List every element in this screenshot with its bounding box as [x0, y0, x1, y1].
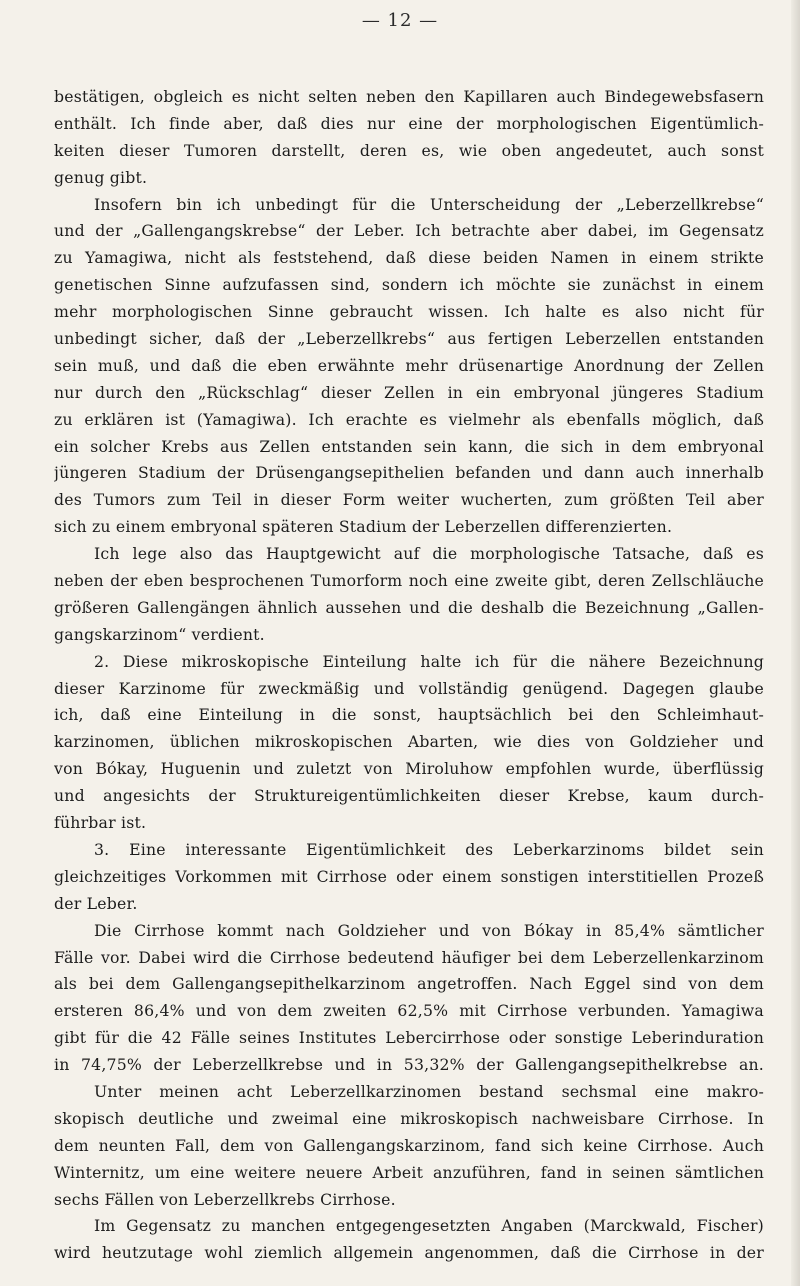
text-line: karzinomen, üblichen mikroskopischen Abarten, wie dies von Goldzieher und: [54, 732, 764, 752]
text-line: genetischen Sinne aufzufassen sind, sondern ich möchte sie zunächst in einem: [54, 275, 764, 295]
text-line: skopisch deutliche und zweimal eine mikroskopisch nachweisbare Cirrhose. In: [54, 1108, 764, 1128]
text-line: von Bókay, Huguenin und zuletzt von Miroluhow empfohlen wurde, überflüssig: [54, 759, 764, 779]
text-line: 2. Diese mikroskopische Einteilung halte ich für die nähere Bezeichnung: [94, 651, 764, 671]
text-line: keiten dieser Tumoren darstellt, deren es, wie oben angedeutet, auch sonst: [54, 140, 764, 160]
text-line: nur durch den „Rückschlag“ dieser Zellen in ein embryonal jüngeres Stadium: [54, 382, 764, 402]
text-line: zu erklären ist (Yamagiwa). Ich erachte es vielmehr als ebenfalls möglich, daß: [54, 409, 764, 429]
text-line: Die Cirrhose kommt nach Goldzieher und von Bókay in 85,4% sämtlicher: [94, 920, 764, 940]
text-line: mehr morphologischen Sinne gebraucht wissen. Ich halte es also nicht für: [54, 302, 764, 322]
text-line: unbedingt sicher, daß der „Leberzellkrebs“ aus fertigen Leberzellen entstanden: [54, 329, 764, 349]
text-line: und der „Gallengangskrebse“ der Leber. Ich betrachte aber dabei, im Gegensatz: [54, 221, 764, 241]
text-line: der Leber.: [54, 893, 138, 913]
text-line: jüngeren Stadium der Drüsengangsepithelien befanden und dann auch innerhalb: [54, 463, 764, 483]
text-line: genug gibt.: [54, 167, 148, 187]
text-line: Winternitz, um eine weitere neuere Arbeit anzuführen, fand in seinen sämtlichen: [54, 1162, 764, 1182]
text-line: des Tumors zum Teil in dieser Form weiter wucherten, zum größten Teil aber: [54, 490, 764, 510]
text-line: als bei dem Gallengangsepithelkarzinom angetroffen. Nach Eggel sind von dem: [54, 974, 764, 994]
text-line: dem neunten Fall, dem von Gallengangskarzinom, fand sich keine Cirrhose. Auch: [54, 1135, 764, 1155]
text-line: 3. Eine interessante Eigentümlichkeit des Leberkarzinoms bildet sein: [94, 839, 764, 859]
text-line: Ich lege also das Hauptgewicht auf die morphologische Tatsache, daß es: [94, 544, 764, 564]
text-line: sich zu einem embryonal späteren Stadium der Leberzellen differenzierten.: [54, 517, 673, 537]
page-number: — 12 —: [361, 10, 439, 31]
text-line: ersteren 86,4% und von dem zweiten 62,5% mit Cirrhose verbunden. Yamagiwa: [54, 1001, 764, 1021]
body-text: [54, 84, 764, 1267]
text-line: Fälle vor. Dabei wird die Cirrhose bedeutend häufiger bei dem Leberzellenkarzinom: [54, 947, 764, 967]
text-line: Insofern bin ich unbedingt für die Unterscheidung der „Leberzellkrebse“: [94, 194, 764, 214]
text-line: dieser Karzinome für zweckmäßig und vollständig genügend. Dagegen glaube: [54, 678, 764, 698]
page-edge-shadow: [791, 0, 800, 1286]
text-line: sein muß, und daß die eben erwähnte mehr drüsenartige Anordnung der Zellen: [54, 355, 764, 375]
text-line: gibt für die 42 Fälle seines Institutes Lebercirrhose oder sonstige Leberinduration: [54, 1028, 764, 1048]
text-line: ein solcher Krebs aus Zellen entstanden sein kann, die sich in dem embryonal: [54, 436, 764, 456]
text-line: ich, daß eine Einteilung in die sonst, hauptsächlich bei den Schleimhaut-: [54, 705, 764, 725]
text-line: gangskarzinom“ verdient.: [54, 624, 265, 644]
text-line: größeren Gallengängen ähnlich aussehen und die deshalb die Bezeichnung „Gallen-: [54, 597, 764, 617]
text-line: Unter meinen acht Leberzellkarzinomen bestand sechsmal eine makro-: [94, 1081, 764, 1101]
text-line: und angesichts der Struktureigentümlichkeiten dieser Krebse, kaum durch-: [54, 786, 764, 806]
text-line: Im Gegensatz zu manchen entgegengesetzten Angaben (Marckwald, Fischer): [94, 1216, 764, 1236]
text-line: bestätigen, obgleich es nicht selten neben den Kapillaren auch Bindegewebsfasern: [54, 87, 764, 106]
text-line: enthält. Ich finde aber, daß dies nur eine der morphologischen Eigentümlich-: [54, 113, 764, 133]
text-line: sechs Fällen von Leberzellkrebs Cirrhose.: [54, 1189, 396, 1209]
text-line: führbar ist.: [54, 813, 147, 833]
text-line: wird heutzutage wohl ziemlich allgemein angenommen, daß die Cirrhose in der: [54, 1243, 764, 1263]
text-line: gleichzeitiges Vorkommen mit Cirrhose oder einem sonstigen interstitiellen Prozeß: [54, 866, 764, 886]
text-line: in 74,75% der Leberzellkrebse und in 53,32% der Gallengangsepithelkrebse an.: [54, 1055, 764, 1075]
text-line: neben der eben besprochenen Tumorform noch eine zweite gibt, deren Zellschläuche: [54, 571, 764, 591]
text-line: zu Yamagiwa, nicht als feststehend, daß diese beiden Namen in einem strikte: [54, 248, 764, 268]
